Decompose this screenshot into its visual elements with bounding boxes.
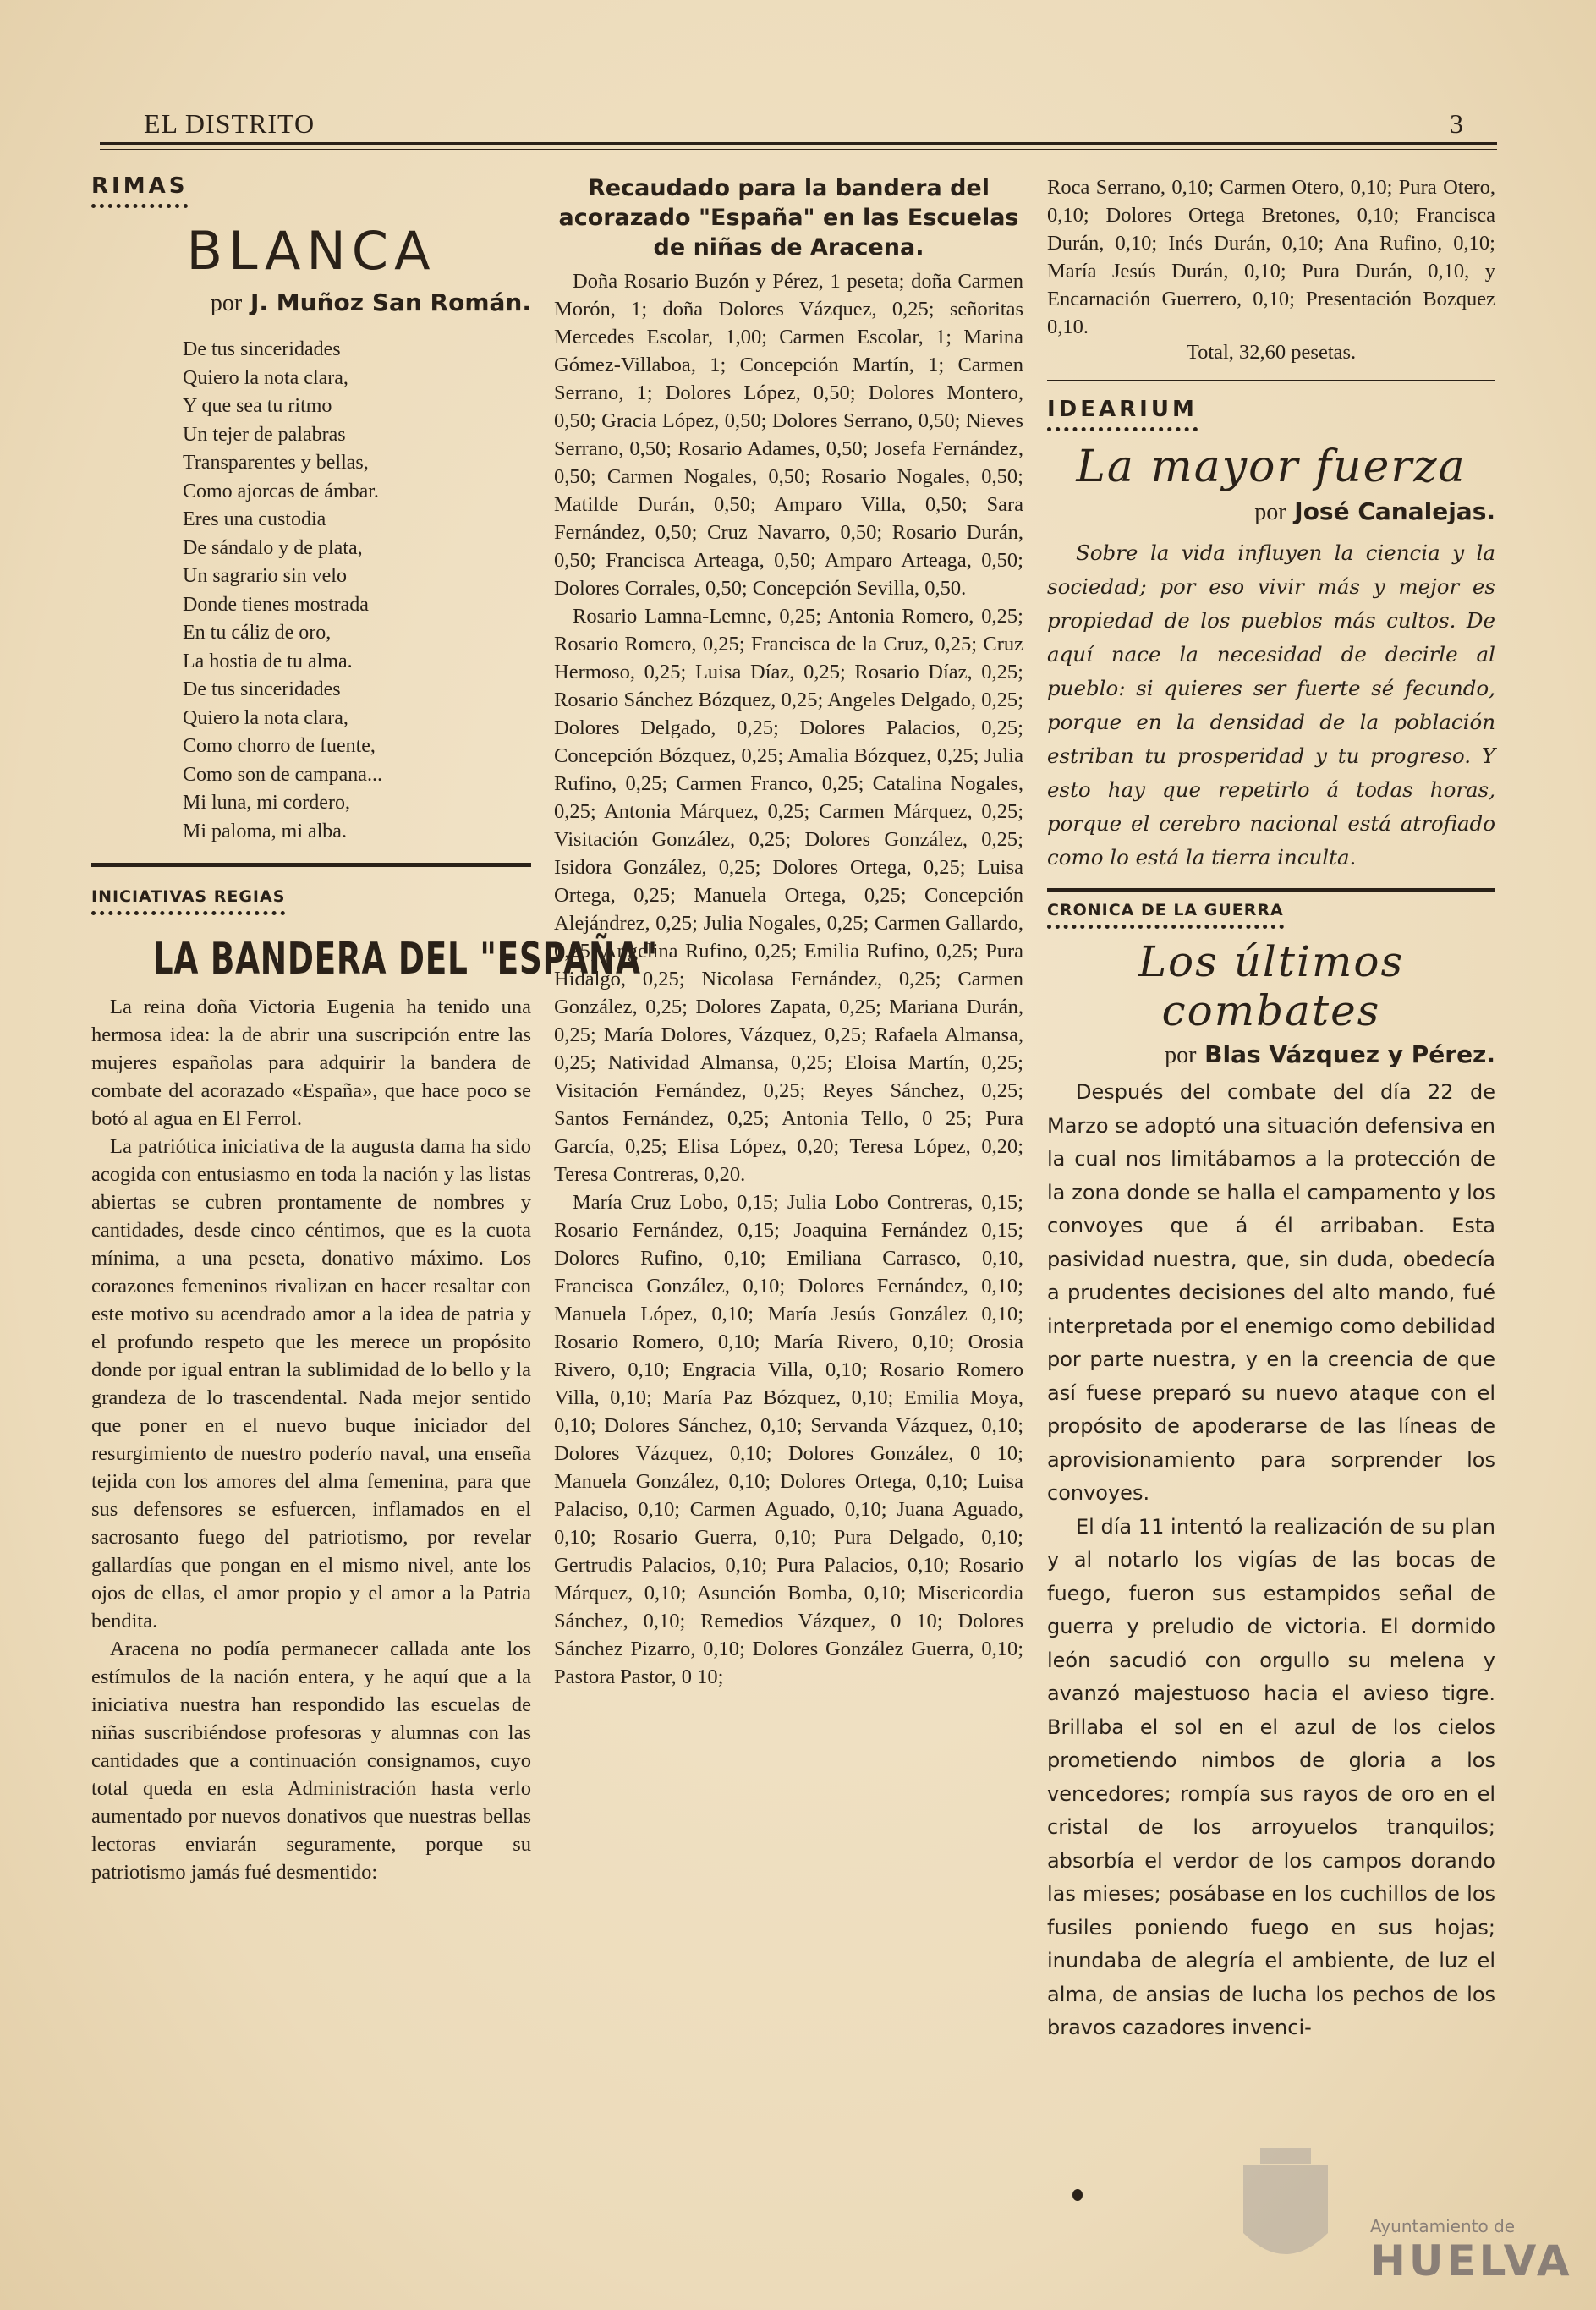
column-2 <box>554 173 1023 1691</box>
poem-line: Un tejer de palabras <box>183 423 346 446</box>
poem-line: Quiero la nota clara, <box>183 366 348 389</box>
byline-author: Blas Vázquez y Pérez. <box>1204 1040 1495 1068</box>
byline-por: por <box>1254 499 1286 525</box>
section-divider <box>1047 888 1495 892</box>
paragraph: Doña Rosario Buzón y Pérez, 1 peseta; doña Carmen Morón, 1; doña Dolores Vázquez, 0,25; señoritas Mercedes Escolar, 1,00; Carmen Escolar, 1; Marina Gómez-Villaboa, 1; Concepción Martín, 1; Carmen Serrano, 1; Dolores López, 0,50; Dolores Montero, 0,50; Gracia López, 0,50; Dolores Serrano, 0,50; Nieves Serrano, 0,50; Rosario Adames, 0,50; Josefa Fernández, 0,50; Carmen Nogales, 0,50; Rosario Nogales, 0,50; Matilde Durán, 0,50; Amparo Villa, 0,50; Sara Fernández, 0,50; Cruz Navarro, 0,50; Rosario Durán, 0,50; Francisca Arteaga, 0,50; Amparo Arteaga, 0,50; Dolores Corrales, 0,50; Concepción Sevilla, 0,50. <box>554 270 1023 600</box>
poem-title: BLANCA <box>186 220 436 282</box>
idearium-byline <box>1047 497 1495 526</box>
cronica-body <box>1047 1076 1495 2045</box>
poem-verses <box>183 336 531 846</box>
poem-line: En tu cáliz de oro, <box>183 622 332 644</box>
cronica-byline <box>1047 1040 1495 1069</box>
article-title-bandera: LA BANDERA DEL "ESPAÑA" <box>152 934 658 985</box>
article-title-cronica: Los últimos combates <box>1138 937 1405 1035</box>
section-tag-iniciativas: INICIATIVAS REGIAS <box>91 887 285 915</box>
poem-byline <box>91 288 531 317</box>
paragraph: Aracena no podía permanecer callada ante los estímulos de la nación entera, y he aquí que a la iniciativa nuestra han respondido las escuelas de niñas suscribiéndose profesoras y alumnas con las cantidades que a continuación consignamos, cuyo total queda en esta Administración hasta verlo aumentado por nuevos donativos que nuestras bellas lectoras enviarán seguramente, porque su patriotismo jamás fué desmentido: <box>91 1638 531 1884</box>
article-body-bandera <box>91 993 531 1886</box>
section-divider <box>1047 380 1495 381</box>
paragraph: El día 11 intentó la realización de su plan y al notarlo los vigías de las bocas de fuego, fueron sus estampidos señal de guerra y preludio de victoria. El dormido león sacudió con orgullo su melena y avanzó majestuoso hacia el avieso tigre. Brillaba el sol en el azul de los cielos prometiendo nimbos de gloria a los vencedores; rompía sus rayos de oro en el cristal de los arroyuelos tranquilos; absorbía el verdor de los campos dorando las mieses; posábase en los cuchillos de los fusiles poniendo fuego en sus hojas; inundaba de alegría el ambiente, de luz el alma, de ansias de lucha los pechos de los bravos cazadores invenci- <box>1047 1514 1495 2039</box>
masthead-rule <box>100 142 1497 145</box>
byline-author: José Canalejas. <box>1294 497 1495 525</box>
donation-list <box>554 267 1023 1691</box>
poem-line: Transparentes y bellas, <box>183 452 369 474</box>
newspaper-name: EL DISTRITO <box>144 108 315 139</box>
donation-list-continued <box>1047 173 1495 341</box>
poem-line: De tus sinceridades <box>183 338 341 360</box>
masthead <box>100 108 1497 151</box>
poem-line: La hostia de tu alma. <box>183 650 353 672</box>
poem-line: Un sagrario sin velo <box>183 565 347 587</box>
byline-author: J. Muñoz San Román. <box>250 288 531 316</box>
section-tag-rimas: RIMAS <box>91 173 188 208</box>
poem-line: Mi paloma, mi alba. <box>183 820 347 842</box>
poem-line: Y que sea tu ritmo <box>183 395 332 417</box>
article-title-idearium: La mayor fuerza <box>1076 442 1467 492</box>
poem-line: Donde tienes mostrada <box>183 593 369 616</box>
paragraph: La patriótica iniciativa de la augusta dama ha sido acogida con entusiasmo en toda la nación y las listas abiertas se cubren prontamente de nombres y cantidades, desde cinco céntimos, que es la cuota mínima, a una peseta, donativo máximo. Los corazones femeninos rivalizan en hacer resaltar con este motivo su acendrado amor a la idea de patria y el profundo respeto que les merece un propósito donde por igual entran la sublimidad de lo bello y la grandeza de lo trascendental. Nada mejor sentido que poner en el nuevo buque iniciador del resurgimiento de nuestro poderío naval, una enseña tejida con los amores del alma femenina, para que sus defensores se esfuercen, inflamados en el sacrosanto fuego del patriotismo, por revelar gallardías que pongan en el mismo nivel, ante los ojos de ellas, el amor propio y el amor a la Patria bendita. <box>91 1135 531 1632</box>
poem-line: Eres una custodia <box>183 508 326 530</box>
paragraph: Rosario Lamna-Lemne, 0,25; Antonia Romero, 0,25; Rosario Romero, 0,25; Francisca de la Cruz, 0,25; Cruz Hermoso, 0,25; Luisa Díaz, 0,25; Rosario Díaz, 0,25; Rosario Sánchez Bózquez, 0,25; Angeles Delgado, 0,25; Dolores Delgado, 0,25; Dolores Palacios, 0,25; Concepción Bózquez, 0,25; Amalia Bózquez, 0,25; Julia Rufino, 0,25; Carmen Franco, 0,25; Catalina Nogales, 0,25; Antonia Márquez, 0,25; Carmen Márquez, 0,25; Visitación González, 0,25; Dolores González, 0,25; Isidora González, 0,25; Dolores Ortega, 0,25; Luisa Ortega, 0,25; Manuela Ortega, 0,25; Concepción Alejándrez, 0,25; Julia Nogales, 0,25; Carmen Gallardo, 0,25; Angelina Rufino, 0,25; Emilia Rufino, 0,25; Pura Hidalgo, 0,25; Nicolasa Fernández, 0,25; Carmen González, 0,25; Dolores Zapata, 0,25; Mariana Durán, 0,25; María Dolores, Vázquez, 0,25; Rafaela Almansa, 0,25; Natividad Almansa, 0,25; Eloisa Martín, 0,25; Visitación Fernández, 0,25; Reyes Sánchez, 0,25; Santos Fernández, 0,25; Antonia Tello, 0 25; Pura García, 0,25; Elisa López, 0,20; Teresa López, 0,20; Teresa Contreras, 0,20. <box>554 605 1023 1186</box>
paragraph: Roca Serrano, 0,10; Carmen Otero, 0,10; Pura Otero, 0,10; Dolores Ortega Bretones, 0,10; Francisca Durán, 0,10; Inés Durán, 0,10; Ana Rufino, 0,10; María Jesús Durán, 0,10; Pura Durán, 0,10, y Encarnación Guerrero, 0,10; Presentación Bozquez 0,10. <box>1047 176 1495 338</box>
section-divider <box>91 863 531 867</box>
section-tag-cronica: CRONICA DE LA GUERRA <box>1047 901 1284 929</box>
watermark-small: Ayuntamiento de <box>1370 2216 1516 2236</box>
paragraph: La reina doña Victoria Eugenia ha tenido una hermosa idea: la de abrir una suscripción entre las mujeres españolas para adquirir la bandera de combate del acorazado «España», que hace poco se botó al agua en El Ferrol. <box>91 996 531 1130</box>
donation-list-heading: Recaudado para la bandera del acorazado "España" en las Escuelas de niñas de Aracena. <box>558 175 1019 261</box>
column-3 <box>1047 173 1495 2045</box>
poem-line: De sándalo y de plata, <box>183 536 363 559</box>
column-1 <box>91 173 658 1886</box>
paragraph: María Cruz Lobo, 0,15; Julia Lobo Contreras, 0,15; Rosario Fernández, 0,15; Joaquina Fernández 0,15; Dolores Rufino, 0,10; Emiliana Carrasco, 0,10, Francisca González, 0,10; Dolores Fernández, 0,10; Manuela López, 0,10; María Jesús González 0,10; Rosario Romero, 0,10; María Rivero, 0,10; Orosia Rivero, 0,10; Engracia Villa, 0,10; Rosario Romero Villa, 0,10; María Paz Bózquez, 0,10; Emilia Moya, 0,10; Dolores Sánchez, 0,10; Servanda Vázquez, 0,10; Dolores Vázquez, 0,10; Dolores González, 0 10; Manuela González, 0,10; Dolores Ortega, 0,10; Luisa Palaciso, 0,10; Carmen Aguado, 0,10; Juana Aguado, 0,10; Rosario Guerra, 0,10; Pura Delgado, 0,10; Gertrudis Palacios, 0,10; Pura Palacios, 0,10; Rosario Márquez, 0,10; Asunción Bomba, 0,10; Misericordia Sánchez, 0,10; Remedios Vázquez, 0 10; Dolores Sánchez Pizarro, 0,10; Dolores González Guerra, 0,10; Pastora Pastor, 0 10; <box>554 1191 1023 1688</box>
poem-line: Como son de campana... <box>183 763 382 786</box>
ink-dot <box>1072 2189 1083 2201</box>
paragraph: Después del combate del día 22 de Marzo se adoptó una situación defensiva en la cual nos limitábamos a la protección de la zona donde se halla el campamento y los convoyes que á él arribaban. Esta pasividad nuestra, que, sin duda, obedecía a prudentes decisiones del alto mando, fué interpretada por el enemigo como debilidad por parte nuestra, y en la creencia de que así fuese preparó su nuevo ataque con el propósito de apoderarse de las líneas de aprovisionamiento para sorprender los convoyes. <box>1047 1080 1495 1505</box>
poem-line: Como chorro de fuente, <box>183 735 376 757</box>
idearium-body <box>1047 536 1495 875</box>
section-tag-idearium: IDEARIUM <box>1047 397 1198 431</box>
donation-total: Total, 32,60 pesetas. <box>1186 341 1357 364</box>
poem-line: De tus sinceridades <box>183 678 341 700</box>
watermark-text <box>1370 2216 1573 2285</box>
page-number: 3 <box>1450 108 1463 139</box>
poem-line: Como ajorcas de ámbar. <box>183 480 379 502</box>
poem-line: Mi luna, mi cordero, <box>183 792 350 814</box>
poem-line: Quiero la nota clara, <box>183 706 348 729</box>
masthead-rule-thin <box>100 149 1497 150</box>
byline-por: por <box>210 290 243 316</box>
watermark-big: HUELVA <box>1370 2236 1573 2285</box>
byline-por: por <box>1165 1042 1197 1068</box>
paragraph: Sobre la vida influyen la ciencia y la sociedad; por eso vivir más y mejor es propiedad de los pueblos más cultos. De aquí nace la necesidad de decirle al pueblo: si quieres ser fuerte sé fecundo, porque en la densidad de la población estriban tu prosperidad y tu progreso. Y esto hay que repetirlo á todas horas, porque el cerebro nacional está atrofiado como lo está la tierra inculta. <box>1047 540 1495 870</box>
